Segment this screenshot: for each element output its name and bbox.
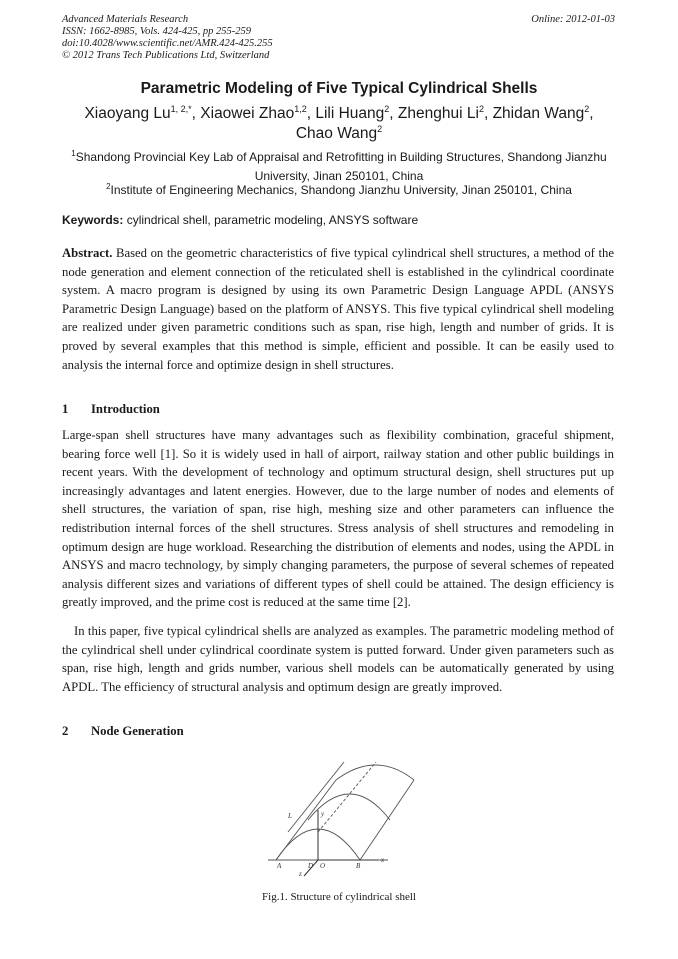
intro-paragraph-1: Large-span shell structures have many advantages such as flexibility combination, graceful shipment, bearing force well [1]. So it is widely used in hall of airport, railway station and other public buildings in recent years. With the development of technology and optimum structural design, shell structures put up increasingly advantages and latent energies. However, due to the large number of nodes and elements of shell structures, the variation of span, rise high, meshing size and other parameters can influence the redistribution internal forces of the shell structures. Stress analysis of shell structures and remodeling in optimum design are huge workload. Researching the distribution of elements and nodes, using the APDL in ANSYS and macro technology, by simply changing parameters, the purpose of several schemes of repeated analysis different sizes and variations of different types of shell could be attained. The design efficiency is greatly improved, and the prime cost is reduced at the same time [2]. bbox=[62, 428, 614, 610]
cylindrical-shell-diagram bbox=[258, 760, 428, 878]
author-affiliation-mark: 2 bbox=[478, 104, 484, 114]
label-D: D bbox=[308, 862, 314, 870]
abstract-text: Based on the geometric characteristics of five typical cylindrical shell structures, a method of the node generation and element connection of the reticulated shell is established in the cylindrical coordinate system. A macro program is designed by using its own Parametric Design Language APDL (ANSYS Parametric Design Language) based on the platform of ANSYS. This five typical cylindrical shell modeling are realized under given parametric conditions such as span, rise high, length and number of grids. It is proved by several examples that this method is simple, efficient and possible. It can be easily used to analysis the internal force and optimize design in shell structures. bbox=[62, 246, 614, 372]
doi-line[interactable]: doi:10.4028/www.scientific.net/AMR.424-425.255 bbox=[62, 38, 273, 49]
label-A: A bbox=[277, 862, 282, 870]
keywords bbox=[62, 213, 616, 227]
abstract bbox=[62, 244, 614, 374]
section-heading-node-generation bbox=[62, 724, 184, 739]
intro-paragraph-2: In this paper, five typical cylindrical shells are analyzed as examples. The parametric modeling method of the cylindrical shell under cylindrical coordinate system is putted forward. Under given parameters such as span, rise high, length and grids number, various shell models can be automatically generated by using APDL. The efficiency of structural analysis and optimum design are greatly improved. bbox=[62, 624, 614, 694]
copyright-line: © 2012 Trans Tech Publications Ltd, Switzerland bbox=[62, 50, 270, 61]
figure-caption: Fig.1. Structure of cylindrical shell bbox=[262, 891, 416, 903]
label-y: y bbox=[321, 810, 325, 818]
section-heading-introduction bbox=[62, 402, 160, 417]
issn-line: ISSN: 1662-8985, Vols. 424-425, pp 255-259 bbox=[62, 26, 251, 37]
keywords-label: Keywords: bbox=[62, 213, 124, 227]
author-affiliation-mark: 1, 2,* bbox=[170, 104, 192, 114]
author-name: Xiaowei Zhao bbox=[200, 105, 295, 122]
affiliation-mark: 1 bbox=[71, 149, 76, 158]
label-B: B bbox=[356, 862, 361, 870]
left-edge-line bbox=[276, 780, 336, 860]
affiliation-2 bbox=[62, 181, 616, 200]
right-edge-line bbox=[360, 780, 414, 860]
affiliation-text: Institute of Engineering Mechanics, Shandong Jianzhu University, Jinan 250101, China bbox=[110, 183, 572, 197]
online-date: Online: 2012-01-03 bbox=[531, 14, 615, 25]
author-name: Lili Huang bbox=[315, 105, 385, 122]
author-affiliation-mark: 2 bbox=[377, 124, 383, 134]
author-name: Zhidan Wang bbox=[492, 105, 585, 122]
author-name: Chao Wang bbox=[295, 125, 378, 142]
affiliation-text: Shandong Provincial Key Lab of Appraisal and Retrofitting in Building Structures, Shandong Jianzhu University, Jinan 250101, China bbox=[75, 150, 607, 183]
author-affiliation-mark: 2 bbox=[584, 104, 590, 114]
section-number: 1 bbox=[62, 402, 69, 416]
label-x: x bbox=[381, 856, 385, 864]
back-arch bbox=[336, 765, 414, 780]
label-L: L bbox=[288, 812, 292, 820]
journal-name: Advanced Materials Research bbox=[62, 14, 189, 25]
affiliation-mark: 2 bbox=[106, 182, 111, 191]
keywords-text: cylindrical shell, parametric modeling, ANSYS software bbox=[126, 213, 419, 227]
author-list: Xiaoyang $Lu^{1, 2,*}$, Xiaowei Zhao$^{1,2}$, Lili Huang$^2$, Zhenghui Li$^2$, Zhidan Wang$^2$, Chao Wang$^2$ bbox=[84, 104, 594, 142]
section-title: Node Generation bbox=[91, 724, 184, 738]
paper-title: Parametric Modeling of Five Typical Cylindrical Shells bbox=[140, 80, 538, 97]
author-affiliation-mark: 2 bbox=[384, 104, 390, 114]
author-affiliation-mark: 1,2 bbox=[294, 104, 307, 114]
journal-header bbox=[62, 14, 273, 62]
author-name: Zhenghui Li bbox=[397, 105, 479, 122]
abstract-label: Abstract. bbox=[62, 246, 113, 260]
label-O: O bbox=[320, 862, 326, 870]
cylindrical-shell-figure bbox=[258, 760, 428, 883]
label-z: z bbox=[299, 870, 302, 878]
section-number: 2 bbox=[62, 724, 69, 738]
section-title: Introduction bbox=[91, 402, 160, 416]
author-name: Xiaoyang Lu bbox=[84, 105, 171, 122]
